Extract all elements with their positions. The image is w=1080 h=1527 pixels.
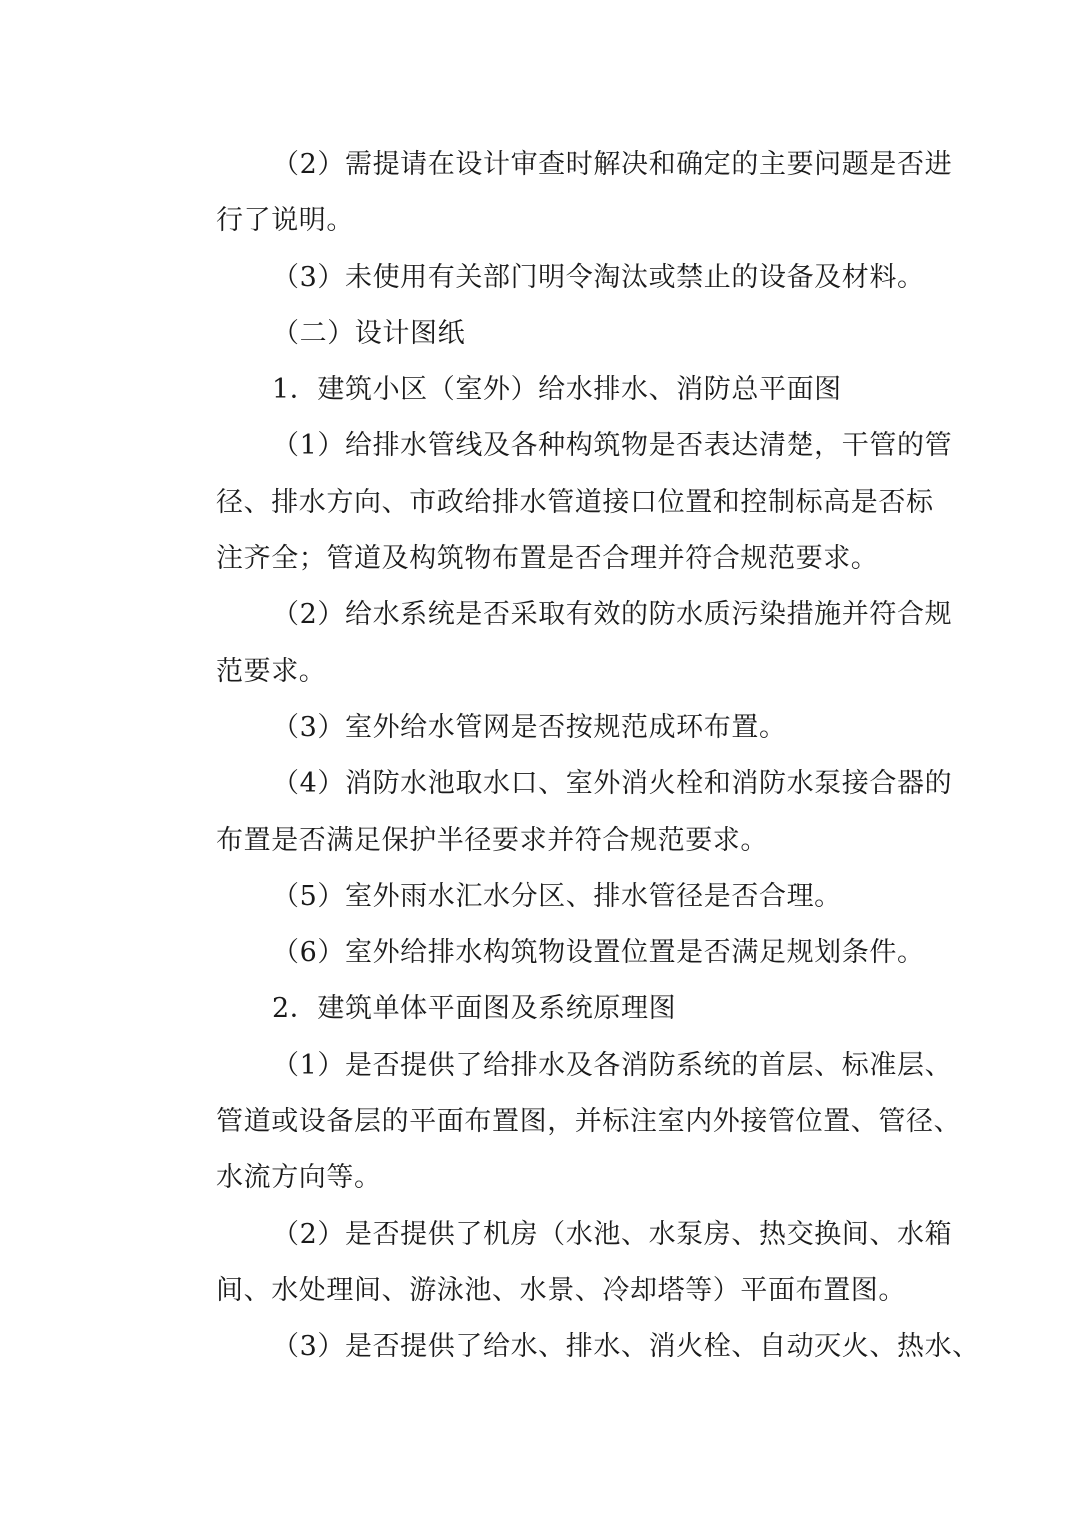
text-line: （2）是否提供了机房（水池、水泵房、热交换间、水箱 bbox=[272, 1218, 953, 1250]
text-line: （3）是否提供了给水、排水、消火栓、自动灭火、热水、 bbox=[272, 1331, 980, 1363]
paragraph-p10 bbox=[160, 925, 924, 981]
text-line: （5）室外雨水汇水分区、排水管径是否合理。 bbox=[272, 880, 842, 912]
text-line: （3）室外给水管网是否按规范成环布置。 bbox=[272, 711, 787, 743]
paragraph-p1 bbox=[160, 137, 953, 250]
text-line: （2）需提请在设计审查时解决和确定的主要问题是否进 bbox=[272, 149, 953, 180]
paragraph-p13 bbox=[160, 1207, 953, 1320]
text-line: 1．建筑小区（室外）给水排水、消防总平面图 bbox=[272, 374, 842, 406]
paragraph-p7 bbox=[160, 700, 924, 756]
paragraph-p9 bbox=[160, 869, 924, 925]
document-body bbox=[160, 137, 980, 1376]
text-line: （4）消防水池取水口、室外消火栓和消防水泵接合器的 bbox=[272, 768, 953, 800]
text-line: 布置是否满足保护半径要求并符合规范要求。 bbox=[216, 824, 768, 856]
paragraph-p14 bbox=[160, 1319, 980, 1375]
text-line: 注齐全；管道及构筑物布置是否合理并符合规范要求。 bbox=[216, 543, 879, 575]
paragraph-p2 bbox=[160, 250, 924, 306]
text-line: （二）设计图纸 bbox=[272, 317, 466, 349]
text-line: 范要求。 bbox=[216, 655, 327, 687]
text-line: （1）给排水管线及各种构筑物是否表达清楚，干管的管 bbox=[272, 430, 953, 462]
text-line: 水流方向等。 bbox=[216, 1162, 382, 1194]
text-line: 行了说明。 bbox=[216, 205, 354, 237]
text-line: （3）未使用有关部门明令淘汰或禁止的设备及材料。 bbox=[272, 261, 925, 293]
text-line: （2）给水系统是否采取有效的防水质污染措施并符合规 bbox=[272, 599, 953, 631]
paragraph-p5 bbox=[160, 418, 953, 587]
text-line: 管道或设备层的平面布置图，并标注室内外接管位置、管径、 bbox=[216, 1106, 962, 1138]
section-heading-design-drawings bbox=[160, 306, 924, 362]
text-line: （6）室外给排水构筑物设置位置是否满足规划条件。 bbox=[272, 937, 925, 969]
text-line: 2．建筑单体平面图及系统原理图 bbox=[272, 993, 677, 1025]
paragraph-p6 bbox=[160, 587, 953, 700]
paragraph-p8 bbox=[160, 756, 953, 869]
subsection-heading-building-plans bbox=[160, 981, 924, 1037]
paragraph-p12 bbox=[160, 1038, 962, 1207]
text-line: 径、排水方向、市政给排水管道接口位置和控制标高是否标 bbox=[216, 486, 934, 518]
text-line: （1）是否提供了给排水及各消防系统的首层、标准层、 bbox=[272, 1049, 953, 1081]
subsection-heading-site-plan bbox=[160, 362, 924, 418]
text-line: 间、水处理间、游泳池、水景、冷却塔等）平面布置图。 bbox=[216, 1274, 906, 1306]
